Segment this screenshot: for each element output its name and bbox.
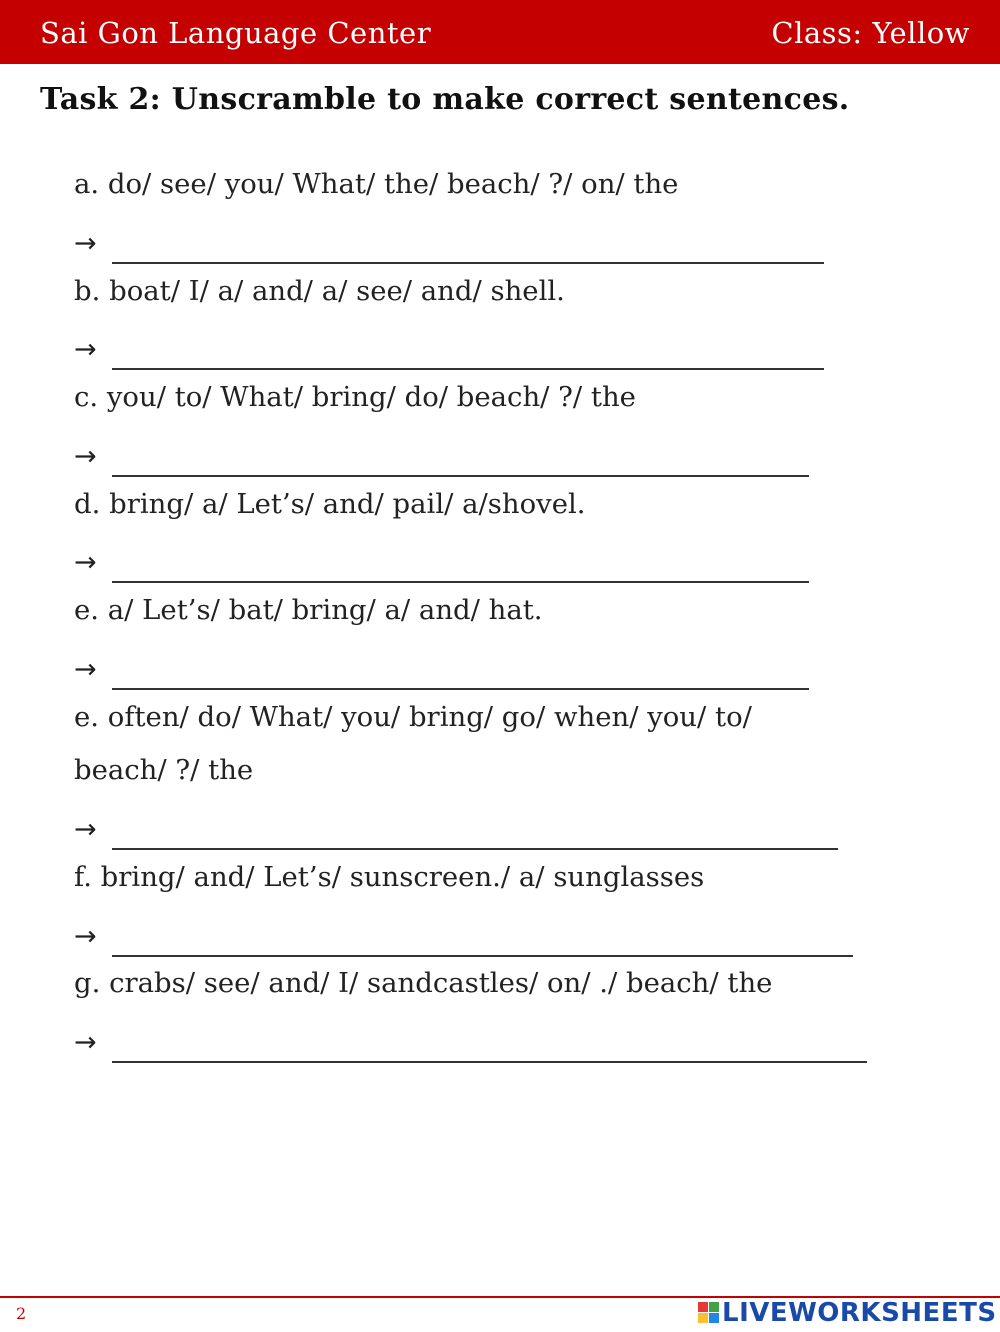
item-e2-prompt-line-2: beach/ ?/ the [74, 754, 254, 786]
arrow-icon: → [74, 654, 97, 685]
item-c-prompt: c. you/ to/ What/ bring/ do/ beach/ ?/ the [74, 381, 636, 413]
arrow-icon: → [74, 334, 97, 365]
item-d-answer[interactable] [74, 547, 814, 583]
arrow-icon: → [74, 814, 97, 845]
arrow-icon: → [74, 228, 97, 259]
answer-blank-line [112, 848, 838, 850]
liveworksheets-logo[interactable] [698, 1298, 998, 1328]
answer-blank-line [112, 475, 809, 477]
arrow-icon: → [74, 547, 97, 578]
arrow-icon: → [74, 441, 97, 472]
item-a-answer[interactable] [74, 228, 834, 264]
item-b-prompt: b. boat/ I/ a/ and/ a/ see/ and/ shell. [74, 275, 565, 307]
answer-blank-line [112, 1061, 867, 1063]
center-name: Sai Gon Language Center [40, 16, 432, 50]
arrow-icon: → [74, 921, 97, 952]
item-f-prompt: f. bring/ and/ Let’s/ sunscreen./ a/ sunglasses [74, 861, 705, 893]
item-a-prompt: a. do/ see/ you/ What/ the/ beach/ ?/ on/ the [74, 168, 679, 200]
logo-blocks-icon [698, 1302, 720, 1324]
item-b-answer[interactable] [74, 334, 834, 370]
class-label: Class: Yellow [771, 16, 970, 50]
task-title: Task 2: Unscramble to make correct sentences. [40, 82, 850, 117]
item-e-prompt: e. a/ Let’s/ bat/ bring/ a/ and/ hat. [74, 594, 543, 626]
answer-blank-line [112, 581, 809, 583]
page-number: 2 [16, 1304, 27, 1323]
logo-wordmark: LIVEWORKSHEETS [722, 1298, 997, 1328]
answer-blank-line [112, 368, 824, 370]
answer-blank-line [112, 688, 809, 690]
item-c-answer[interactable] [74, 441, 814, 477]
item-g-answer[interactable] [74, 1027, 874, 1063]
item-d-prompt: d. bring/ a/ Let’s/ and/ pail/ a/shovel. [74, 488, 586, 520]
page-header [0, 0, 1000, 64]
item-g-prompt: g. crabs/ see/ and/ I/ sandcastles/ on/ ./ beach/ the [74, 967, 773, 999]
item-f-answer[interactable] [74, 921, 864, 957]
answer-blank-line [112, 262, 824, 264]
item-e2-prompt-line-1: e. often/ do/ What/ you/ bring/ go/ when/ you/ to/ [74, 701, 752, 733]
item-e-answer[interactable] [74, 654, 814, 690]
answer-blank-line [112, 955, 853, 957]
item-e2-answer[interactable] [74, 814, 844, 850]
arrow-icon: → [74, 1027, 97, 1058]
